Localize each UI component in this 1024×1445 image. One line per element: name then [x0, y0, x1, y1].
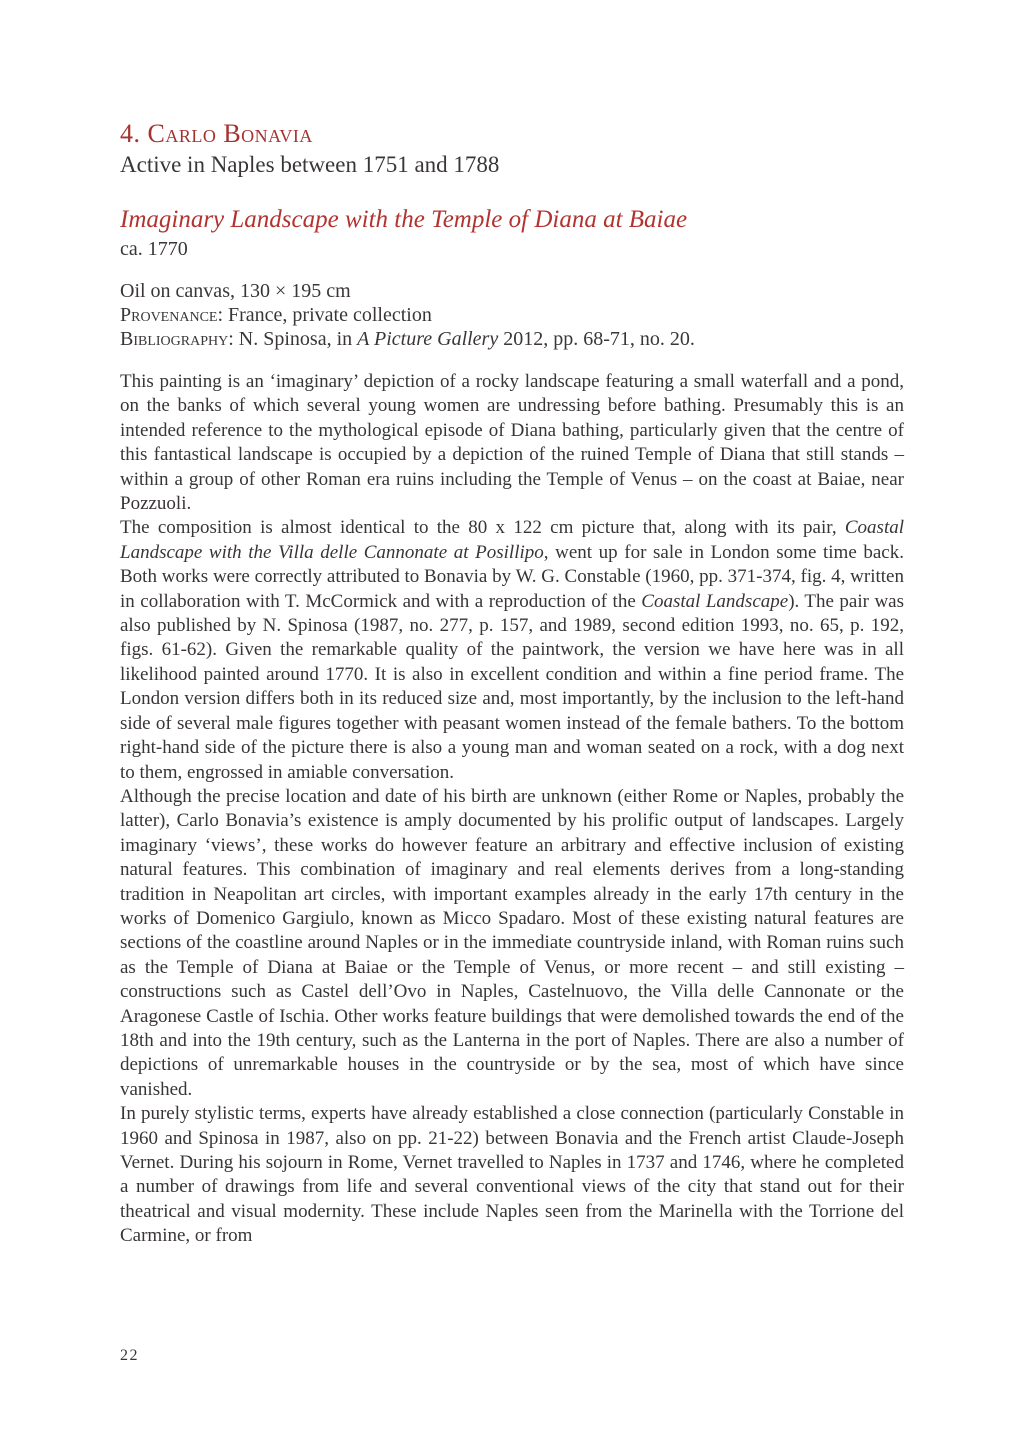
- text-run: Coastal Landscape: [641, 590, 789, 612]
- bibliography-label: Bibliography:: [120, 328, 234, 350]
- content-column: [120, 119, 904, 1249]
- artist-activity-line: Active in Naples between 1751 and 1788: [120, 152, 500, 177]
- work-medium: Oil on canvas, 130 × 195 cm: [120, 280, 351, 302]
- tombstone-block: [120, 279, 904, 351]
- provenance-label: Provenance:: [120, 304, 224, 326]
- body-paragraph: [120, 785, 904, 1102]
- body-text: [120, 370, 904, 1249]
- text-run: Although the precise location and date of his birth are unknown (either Rome or Naples, probably the latter), Carlo Bonavia’s existence is amply documented by his prolific output of landscapes. Largely imaginary ‘views’, these works do however feature an arbitrary and effective inclusion of existing natural features. This combination of imaginary and real elements derives from a long-standing tradition in Neapolitan art circles, with important examples already in the early 17th century in the works of Domenico Gargiulo, known as Micco Spadaro. Most of these existing natural features are sections of the coastline around Naples or in the immediate countryside inland, with Roman ruins such as the Temple of Diana at Baiae or the Temple of Venus, or more recent – and still existing – constructions such as Castel dell’Ovo in Naples, Castelnuovo, the Villa delle Cannonate or the Aragonese Castle of Ischia. Other works feature buildings that were demolished towards the end of the 18th and into the 19th century, such as the Lanterna in the port of Naples. There are also a number of depictions of unremarkable houses in the countryside or by the sea, most of which have since vanished.: [120, 785, 904, 1100]
- text-run: This painting is an ‘imaginary’ depiction of a rocky landscape featuring a small waterfall and a pond, on the banks of which several young women are undressing before bathing. Presumably this is an intended reference to the mythological episode of Diana bathing, particularly given that the centre of this fantastical landscape is occupied by a depiction of the ruined Temple of Diana that still stands – within a group of other Roman era ruins including the Temple of Venus – on the coast at Baiae, near Pozzuoli.: [120, 371, 904, 515]
- catalogue-entry-heading: 4. Carlo Bonavia: [120, 119, 313, 148]
- text-run: In purely stylistic terms, experts have already established a close connection (particularly Constable in 1960 and Spinosa in 1987, also on pp. 21-22) between Bonavia and the French artist Claude-Joseph Vernet. During his sojourn in Rome, Vernet travelled to Naples in 1737 and 1746, where he completed a number of drawings from life and several conventional views of the city that stand out for their theatrical and visual modernity. These include Naples seen from the Marinella with the Torrione del Carmine, or from: [120, 1103, 904, 1247]
- text-run: The composition is almost identical to the 80 x 122 cm picture that, along with its pair,: [120, 517, 845, 539]
- text-run: Coastal Landscape with the Villa delle Cannonate at Posillipo: [120, 517, 904, 563]
- body-paragraph: [120, 370, 904, 516]
- provenance-value: France, private collection: [228, 304, 432, 326]
- body-paragraph: [120, 1102, 904, 1248]
- bibliography-line: [120, 327, 904, 351]
- bibliography-value: [239, 328, 695, 350]
- text-run: 2012, pp. 68-71, no. 20.: [498, 328, 695, 350]
- work-title: Imaginary Landscape with the Temple of Diana at Baiae: [120, 206, 688, 233]
- text-run: A Picture Gallery: [357, 328, 499, 350]
- body-paragraph: [120, 516, 904, 784]
- text-run: N. Spinosa, in: [238, 328, 358, 350]
- provenance-line: [120, 303, 904, 327]
- text-run: ). The pair was also published by N. Spinosa (1987, no. 277, p. 157, and 1989, second edition 1993, no. 65, p. 192, figs. 61-62). Given the remarkable quality of the paintwork, the version we have here was in all likelihood painted around 1770. It is also in excellent condition and within a fine period frame. The London version differs both in its reduced size and, most importantly, by the inclusion to the left-hand side of several male figures together with peasant women instead of the female bathers. To the bottom right-hand side of the picture there is also a young man and woman seated on a rock, with a dog next to them, engrossed in amiable conversation.: [120, 590, 905, 783]
- text-run: , went up for sale in London some time back. Both works were correctly attributed to Bonavia by W. G. Constable (1960, pp. 371-374, fig. 4, written in collaboration with T. McCormick and with a reproduction of the: [120, 541, 904, 612]
- page-number: 22: [120, 1347, 139, 1364]
- work-date: ca. 1770: [120, 238, 188, 260]
